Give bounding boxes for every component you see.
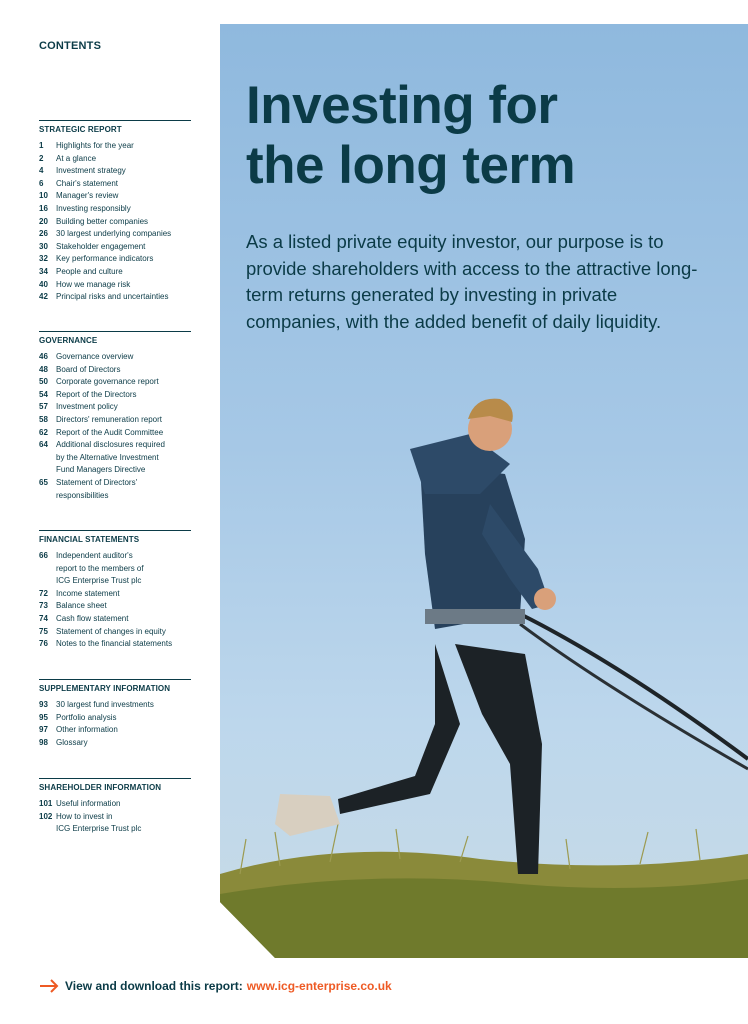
toc-item[interactable] [39,140,191,153]
toc-item[interactable] [39,439,191,477]
toc-item[interactable] [39,811,191,836]
section-title: FINANCIAL STATEMENTS [39,535,140,544]
toc-label: Notes to the financial statements [56,639,173,649]
toc-item[interactable] [39,153,191,166]
toc-page-number: 93 [39,700,48,709]
toc-page-number: 30 [39,241,48,251]
toc-label: Corporate governance report [56,377,159,387]
toc-label: Cash flow statement [56,613,129,623]
toc-label: Investment policy [56,402,118,412]
toc-item[interactable] [39,389,191,402]
footer-download [39,979,392,993]
toc-item[interactable] [39,626,191,639]
toc-item[interactable] [39,724,191,737]
toc-page-number: 42 [39,292,48,302]
toc-page-number: 101 [39,799,53,808]
toc-item[interactable] [39,477,191,502]
toc-page-number: 16 [39,203,48,213]
toc-item[interactable] [39,550,191,588]
toc-label: Independent auditor's report to the members of ICG Enterprise Trust plc [56,551,144,586]
toc-item[interactable] [39,699,191,712]
toc-item[interactable] [39,414,191,427]
toc-page-number: 2 [39,153,44,163]
toc-page-number: 58 [39,414,48,424]
toc-page-number: 50 [39,377,48,387]
footer-text: View and download this report: [65,979,243,993]
toc-page-number: 102 [39,811,53,821]
toc-item[interactable] [39,266,191,279]
toc-label: People and culture [56,266,123,276]
toc-page-number: 76 [39,639,48,649]
toc-label: Report of the Directors [56,389,137,399]
toc-page-number: 64 [39,440,48,450]
toc-page-number: 62 [39,427,48,437]
toc-page-number: 26 [39,229,48,239]
toc-label: Highlights for the year [56,141,134,150]
toc-page-number: 34 [39,266,48,276]
section-title: SHAREHOLDER INFORMATION [39,783,162,792]
toc-page-number: 57 [39,402,48,412]
toc-label: Principal risks and uncertainties [56,292,169,302]
toc-page-number: 95 [39,712,48,722]
toc-item[interactable] [39,203,191,216]
toc-label: Other information [56,725,118,735]
toc-item[interactable] [39,600,191,613]
toc-page-number: 10 [39,191,48,201]
toc-page-number: 98 [39,737,48,747]
toc-label: Investment strategy [56,166,126,176]
website-link[interactable]: www.icg-enterprise.co.uk [246,979,392,993]
toc-item[interactable] [39,165,191,178]
toc-item[interactable] [39,427,191,440]
toc-label: Stakeholder engagement [56,241,146,251]
arrow-right-icon [39,979,59,993]
toc-label: Statement of changes in equity [56,626,166,636]
toc-label: Glossary [56,737,88,747]
toc-page-number: 66 [39,551,48,560]
toc-page-number: 4 [39,166,44,176]
section-title: GOVERNANCE [39,336,98,345]
toc-item[interactable] [39,712,191,725]
toc-item[interactable] [39,253,191,266]
toc-label: Directors' remuneration report [56,414,163,424]
toc-label: 30 largest underlying companies [56,229,172,239]
toc-item[interactable] [39,190,191,203]
toc-page-number: 48 [39,364,48,374]
toc-item[interactable] [39,279,191,292]
toc-item[interactable] [39,178,191,191]
toc-item[interactable] [39,351,191,364]
toc-section-financial-statements [39,530,191,651]
toc-label: Chair's statement [56,178,118,188]
toc-item[interactable] [39,291,191,304]
toc-item[interactable] [39,798,191,811]
toc-page-number: 65 [39,477,48,487]
toc-page-number: 32 [39,254,48,264]
toc-label: Income statement [56,588,120,598]
toc-label: Balance sheet [56,601,107,611]
toc-section-shareholder-information [39,778,191,836]
toc-page-number: 40 [39,279,48,289]
toc-item[interactable] [39,241,191,254]
headline: Investing for the long term [246,76,576,195]
toc-label: Useful information [56,799,121,808]
section-title: SUPPLEMENTARY INFORMATION [39,684,171,693]
toc-label: How we manage risk [56,279,131,289]
section-title: STRATEGIC REPORT [39,125,122,134]
toc-item[interactable] [39,638,191,651]
contents-title: CONTENTS [39,40,102,52]
toc-label: Building better companies [56,216,149,226]
toc-page-number: 54 [39,389,48,399]
toc-page-number: 46 [39,352,48,361]
toc-item[interactable] [39,401,191,414]
toc-label: Report of the Audit Committee [56,427,164,437]
toc-section-supplementary-information [39,679,191,749]
toc-label: Portfolio analysis [56,712,117,722]
toc-label: Investing responsibly [56,203,131,213]
toc-label: Additional disclosures required by the Alternative Investment Fund Managers Directive [56,440,165,475]
toc-label: 30 largest fund investments [56,700,154,709]
toc-item[interactable] [39,376,191,389]
toc-label: How to invest in ICG Enterprise Trust plc [56,811,142,834]
contents-sidebar [39,40,191,834]
toc-item[interactable] [39,737,191,750]
toc-page-number: 74 [39,613,48,623]
toc-section-governance [39,331,191,502]
toc-page-number: 73 [39,601,48,611]
toc-page-number: 97 [39,725,48,735]
toc-label: Key performance indicators [56,254,154,264]
toc-page-number: 1 [39,141,44,150]
toc-section-strategic-report [39,120,191,304]
toc-page-number: 72 [39,588,48,598]
toc-label: Statement of Directors' responsibilities [56,477,138,500]
toc-item[interactable] [39,228,191,241]
toc-label: At a glance [56,153,97,163]
intro-paragraph: As a listed private equity investor, our purpose is to provide shareholders with access to the attractive long-term returns generated by investing in private companies, with the added benefit of daily liquidity. [246,231,698,332]
toc-label: Manager's review [56,191,119,201]
toc-page-number: 20 [39,216,48,226]
toc-label: Board of Directors [56,364,121,374]
toc-page-number: 75 [39,626,48,636]
toc-item[interactable] [39,364,191,377]
toc-item[interactable] [39,613,191,626]
toc-label: Governance overview [56,352,134,361]
toc-item[interactable] [39,588,191,601]
toc-page-number: 6 [39,178,44,188]
toc-item[interactable] [39,216,191,229]
